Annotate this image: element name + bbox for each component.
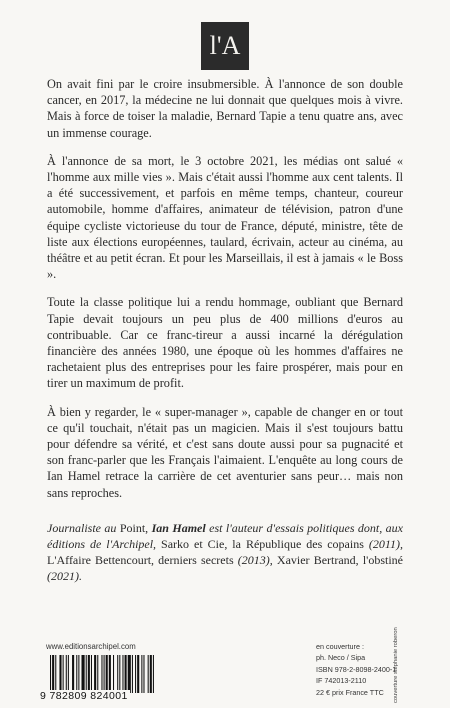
cover-designer-credit: couverture stéphanie roberon [393, 627, 399, 703]
credit-line: ph. Neco / Sipa [316, 653, 366, 663]
bio-book-title: Sarko et Cie, la République des copains [161, 537, 369, 551]
blurb-paragraph-3: Toute la classe politique lui a rendu hommage, oubliant que Bernard Tapie devait toujours un peu plus de 400 millions d'euros au contribuable. Car ce franc-tireur a aussi incarné la dérégulation financière des années 1980, une époque où les hommes d'affaires ne rachetaient plus des entreprises pour les faire prospérer, mais pour en tirer un maximum de profit. [47, 295, 403, 391]
price-line: 22 € prix France TTC [316, 687, 384, 697]
isbn-line: ISBN 978-2-8098-2400-1 [316, 664, 397, 674]
publisher-logo-text: l'A [209, 31, 241, 60]
bio-book-title: Xavier Bertrand, l'obstiné [276, 553, 403, 567]
author-bio [47, 520, 403, 584]
bio-year: (2013), [237, 553, 277, 567]
bio-book-title: L'Affaire Bettencourt, derniers secrets [47, 553, 238, 567]
publisher-website: www.editionsarchipel.com [46, 642, 136, 651]
cover-credits [316, 641, 396, 698]
credit-line: en couverture : [316, 642, 364, 651]
isbn-barcode [46, 655, 198, 693]
bio-year: (2011), [368, 537, 403, 551]
bio-text: Journaliste au [47, 521, 120, 535]
blurb [47, 76, 403, 501]
bio-publication: Point, [119, 521, 152, 535]
bio-text: est l'auteur d'essais politiques dont, aux éditions de l'Archipel, [47, 521, 404, 551]
blurb-paragraph-2: À l'annonce de sa mort, le 3 octobre 2021, les médias ont salué « l'homme aux mille vies ». Mais c'était aussi l'homme aux cent talents. Il a été successivement, et parfois en même temps, chanteur, coureur automobile, homme d'affaires, animateur de télévision, patron d'une équipe cycliste victorieuse du tour de France, député, ministre, tête de liste aux élections européennes, taulard, écrivain, acteur au cinéma, au théâtre et au petit écran. Et pour les Marseillais, il est à jamais « le Boss ». [47, 153, 403, 282]
blurb-paragraph-1: On avait fini par le croire insubmersible. À l'annonce de son double cancer, en 2017, la médecine ne lui donnait que quelques mois à vivre. Mais à force de toiser la maladie, Bernard Tapie a tenu quatre ans, avec un immense courage. [47, 77, 403, 140]
bio-author-name: Ian Hamel [151, 521, 206, 535]
bio-year: (2021). [47, 569, 82, 583]
blurb-paragraph-4: À bien y regarder, le « super-manager », capable de changer en or tout ce qu'il touchait, n'était pas un magicien. Mais il s'est toujours battu pour défendre sa vérité, et c'est sans doute aussi pour sa pugnacité et son franc-parler que les Français l'aimaient. L'enquête au long cours de Ian Hamel retrace la carrière de cet aventurier sans peur… mais non sans reproches. [47, 404, 403, 500]
publisher-logo [201, 22, 249, 70]
barcode-digits: 9 782809 824001 [40, 690, 128, 702]
credit-line: IF 742013-2110 [316, 676, 367, 686]
